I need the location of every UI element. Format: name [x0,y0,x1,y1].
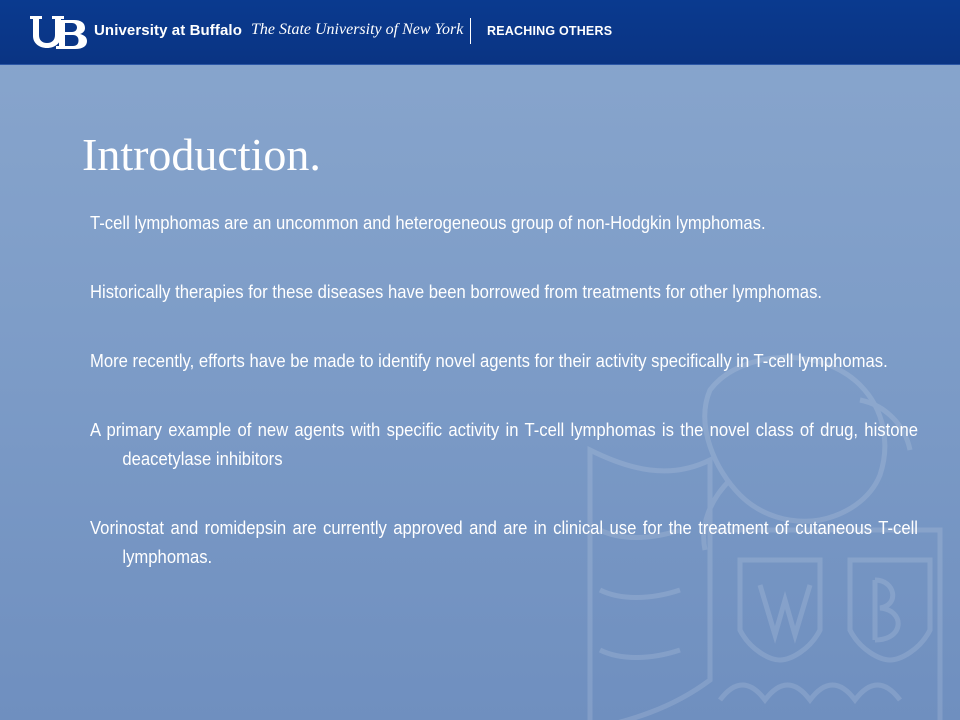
suny-name: The State University of New York [251,21,464,38]
bullet-paragraph: A primary example of new agents with specific activity in T-cell lymphomas is the novel class of drug, histone deacetylase inhibitors [90,419,918,469]
header-bar [0,0,960,65]
bullet-paragraph: Vorinostat and romidepsin are currently approved and are in clinical use for the treatment of cutaneous T-cell lymphomas. [90,517,918,567]
university-name: University at Buffalo [94,22,242,39]
tagline: REACHING OTHERS [487,24,613,38]
bullet-paragraph: More recently, efforts have be made to identify novel agents for their activity specifically in T-cell lymphomas. [90,350,888,371]
ub-logo-icon [28,14,90,50]
slide-content [90,208,918,571]
bullet-paragraph: T-cell lymphomas are an uncommon and heterogeneous group of non-Hodgkin lymphomas. [90,212,766,233]
slide-title: Introduction. [82,129,321,180]
header-divider [470,18,471,44]
bullet-paragraph: Historically therapies for these diseases have been borrowed from treatments for other lymphomas. [90,281,823,302]
